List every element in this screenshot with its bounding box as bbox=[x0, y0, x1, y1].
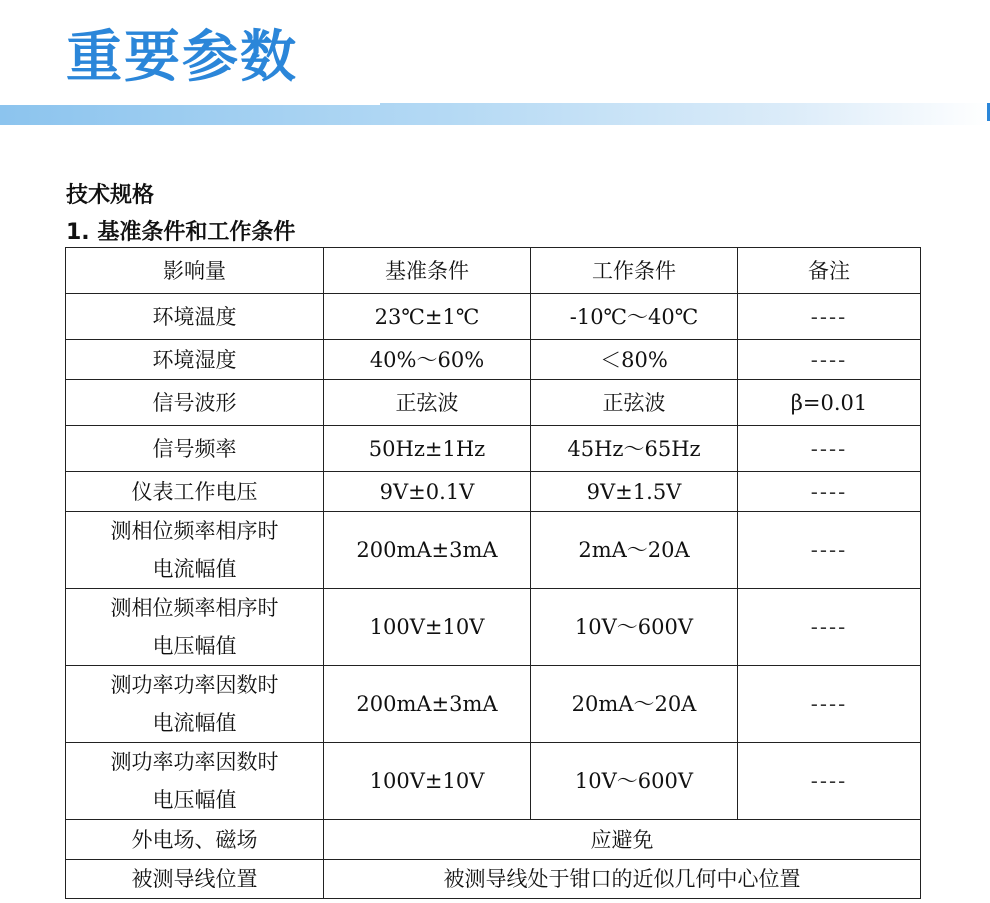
title-rule-divider bbox=[0, 103, 380, 105]
table-header-row bbox=[66, 248, 921, 294]
table-row bbox=[66, 512, 921, 589]
row-working: 10V～600V bbox=[531, 743, 738, 820]
table-row bbox=[66, 820, 921, 860]
row-reference: 40%～60% bbox=[324, 340, 531, 380]
row-note: ---- bbox=[738, 426, 921, 472]
row-reference: 200mA±3mA bbox=[324, 666, 531, 743]
row-factor-line1: 测功率功率因数时 bbox=[110, 750, 279, 774]
header-note: 备注 bbox=[738, 248, 921, 294]
row-factor-multiline bbox=[66, 589, 324, 666]
row-reference: 100V±10V bbox=[324, 589, 531, 666]
row-note: ---- bbox=[738, 743, 921, 820]
row-reference: 200mA±3mA bbox=[324, 512, 531, 589]
row-working: 45Hz～65Hz bbox=[531, 426, 738, 472]
row-reference: 9V±0.1V bbox=[324, 472, 531, 512]
row-reference: 23℃±1℃ bbox=[324, 294, 531, 340]
row-working: 20mA～20A bbox=[531, 666, 738, 743]
table-row bbox=[66, 743, 921, 820]
row-note: ---- bbox=[738, 666, 921, 743]
row-reference: 100V±10V bbox=[324, 743, 531, 820]
row-factor-line1: 测相位频率相序时 bbox=[110, 519, 279, 543]
title-underline-bar bbox=[0, 103, 990, 125]
row-factor-line1: 测相位频率相序时 bbox=[110, 596, 279, 620]
row-working: -10℃～40℃ bbox=[531, 294, 738, 340]
row-factor: 信号频率 bbox=[66, 426, 324, 472]
table-row bbox=[66, 666, 921, 743]
header-working: 工作条件 bbox=[531, 248, 738, 294]
row-note: β=0.01 bbox=[738, 380, 921, 426]
row-factor-line2: 电流幅值 bbox=[152, 711, 237, 735]
row-factor: 环境温度 bbox=[66, 294, 324, 340]
row-factor: 信号波形 bbox=[66, 380, 324, 426]
row-working: ＜80% bbox=[531, 340, 738, 380]
table-row bbox=[66, 426, 921, 472]
row-reference: 50Hz±1Hz bbox=[324, 426, 531, 472]
header-reference: 基准条件 bbox=[324, 248, 531, 294]
table-row bbox=[66, 340, 921, 380]
row-note: ---- bbox=[738, 589, 921, 666]
row-factor-line2: 电压幅值 bbox=[152, 788, 237, 812]
row-note: ---- bbox=[738, 512, 921, 589]
row-factor-multiline bbox=[66, 512, 324, 589]
subsection-heading: 1. 基准条件和工作条件 bbox=[66, 220, 296, 245]
row-merged-value: 被测导线处于钳口的近似几何中心位置 bbox=[324, 860, 921, 899]
row-merged-value: 应避免 bbox=[324, 820, 921, 860]
row-working: 9V±1.5V bbox=[531, 472, 738, 512]
row-working: 2mA～20A bbox=[531, 512, 738, 589]
row-factor-line2: 电压幅值 bbox=[152, 634, 237, 658]
table-row bbox=[66, 294, 921, 340]
row-working: 10V～600V bbox=[531, 589, 738, 666]
row-factor: 外电场、磁场 bbox=[66, 820, 324, 860]
table-row bbox=[66, 380, 921, 426]
row-factor: 仪表工作电压 bbox=[66, 472, 324, 512]
row-note: ---- bbox=[738, 294, 921, 340]
row-working: 正弦波 bbox=[531, 380, 738, 426]
table-row bbox=[66, 472, 921, 512]
row-factor: 环境湿度 bbox=[66, 340, 324, 380]
table-row bbox=[66, 860, 921, 899]
section-heading: 技术规格 bbox=[66, 183, 155, 208]
row-note: ---- bbox=[738, 340, 921, 380]
row-reference: 正弦波 bbox=[324, 380, 531, 426]
row-factor-multiline bbox=[66, 743, 324, 820]
page-title: 重要参数 bbox=[66, 25, 298, 90]
header-factor: 影响量 bbox=[66, 248, 324, 294]
row-factor-line2: 电流幅值 bbox=[152, 557, 237, 581]
row-factor-line1: 测功率功率因数时 bbox=[110, 673, 279, 697]
row-factor: 被测导线位置 bbox=[66, 860, 324, 899]
conditions-table bbox=[65, 247, 921, 899]
table-row bbox=[66, 589, 921, 666]
row-note: ---- bbox=[738, 472, 921, 512]
row-factor-multiline bbox=[66, 666, 324, 743]
